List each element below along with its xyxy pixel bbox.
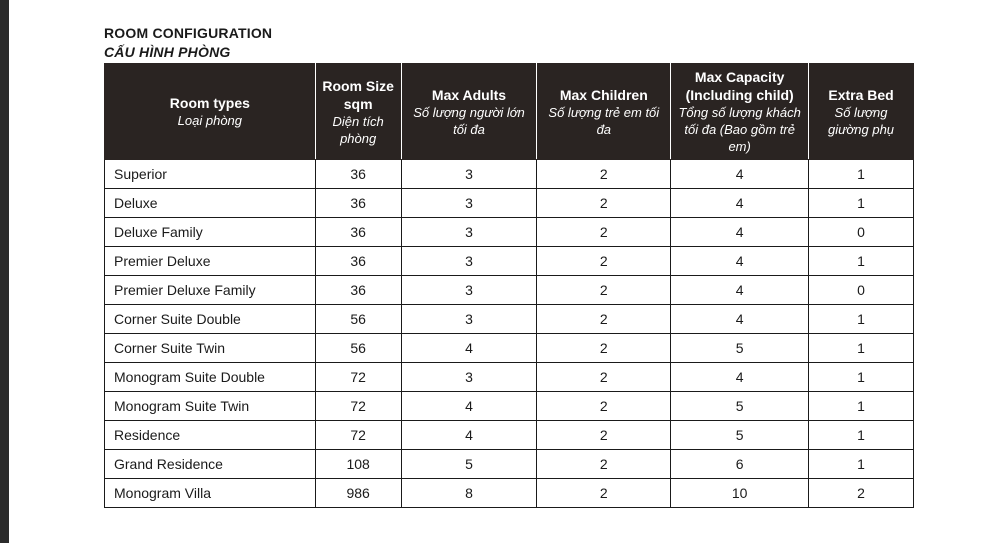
cell-room-type: Superior — [105, 160, 316, 189]
column-header-sublabel: Loại phòng — [177, 113, 243, 128]
cell-max-children: 2 — [537, 421, 671, 450]
cell-max-children: 2 — [537, 247, 671, 276]
page-footer-mark — [850, 537, 914, 543]
cell-extra-bed: 1 — [809, 160, 914, 189]
cell-max-adults: 3 — [401, 218, 537, 247]
cell-max-capacity: 5 — [671, 421, 809, 450]
cell-max-children: 2 — [537, 189, 671, 218]
table-row — [105, 479, 914, 508]
cell-max-adults: 3 — [401, 189, 537, 218]
column-header-max-children — [537, 64, 671, 160]
table-row — [105, 421, 914, 450]
cell-max-adults: 4 — [401, 392, 537, 421]
column-header-sublabel: Tổng số lượng khách tối đa (Bao gồm trẻ em) — [678, 105, 801, 154]
cell-extra-bed: 1 — [809, 450, 914, 479]
cell-max-adults: 8 — [401, 479, 537, 508]
cell-room-size: 72 — [315, 363, 401, 392]
column-header-label: Room Size sqm — [322, 77, 394, 112]
table-row — [105, 218, 914, 247]
cell-max-capacity: 4 — [671, 276, 809, 305]
column-header-label: Max Adults — [431, 86, 507, 103]
cell-extra-bed: 1 — [809, 334, 914, 363]
table-row — [105, 392, 914, 421]
table-row — [105, 363, 914, 392]
column-header-sublabel: Số lượng giường phụ — [828, 104, 895, 137]
cell-extra-bed: 0 — [809, 276, 914, 305]
cell-max-children: 2 — [537, 276, 671, 305]
cell-max-capacity: 10 — [671, 479, 809, 508]
cell-max-capacity: 6 — [671, 450, 809, 479]
column-header-max-capacity — [671, 64, 809, 160]
cell-extra-bed: 1 — [809, 392, 914, 421]
cell-extra-bed: 1 — [809, 363, 914, 392]
cell-room-type: Monogram Villa — [105, 479, 316, 508]
cell-max-capacity: 5 — [671, 334, 809, 363]
table-row — [105, 160, 914, 189]
column-header-sublabel: Số lượng trẻ em tối đa — [548, 104, 660, 137]
cell-max-adults: 3 — [401, 160, 537, 189]
table-header-row — [105, 64, 914, 160]
column-header-room-types — [105, 64, 316, 160]
cell-room-type: Premier Deluxe Family — [105, 276, 316, 305]
table-row — [105, 305, 914, 334]
cell-max-adults: 5 — [401, 450, 537, 479]
cell-room-size: 72 — [315, 392, 401, 421]
cell-room-type: Corner Suite Double — [105, 305, 316, 334]
cell-max-children: 2 — [537, 218, 671, 247]
column-header-sublabel: Số lượng người lớn tối đa — [413, 104, 525, 137]
table-row — [105, 334, 914, 363]
section-title: ROOM CONFIGURATION — [104, 25, 273, 41]
cell-max-capacity: 5 — [671, 392, 809, 421]
cell-extra-bed: 1 — [809, 247, 914, 276]
cell-room-type: Deluxe Family — [105, 218, 316, 247]
table-row — [105, 247, 914, 276]
cell-room-size: 108 — [315, 450, 401, 479]
cell-room-size: 36 — [315, 218, 401, 247]
column-header-label: Extra Bed — [828, 86, 894, 103]
cell-extra-bed: 1 — [809, 305, 914, 334]
cell-max-children: 2 — [537, 479, 671, 508]
table-row — [105, 276, 914, 305]
cell-room-size: 72 — [315, 421, 401, 450]
table-row — [105, 189, 914, 218]
column-header-label: Max Children — [559, 86, 648, 103]
cell-max-adults: 3 — [401, 363, 537, 392]
cell-max-capacity: 4 — [671, 305, 809, 334]
cell-max-adults: 3 — [401, 305, 537, 334]
table-row — [105, 450, 914, 479]
cell-room-type: Monogram Suite Twin — [105, 392, 316, 421]
cell-room-size: 36 — [315, 189, 401, 218]
cell-max-adults: 4 — [401, 421, 537, 450]
cell-room-type: Residence — [105, 421, 316, 450]
viewer-left-edge — [0, 0, 9, 543]
cell-max-adults: 3 — [401, 247, 537, 276]
column-header-room-size — [315, 64, 401, 160]
column-header-max-adults — [401, 64, 537, 160]
cell-room-type: Corner Suite Twin — [105, 334, 316, 363]
cell-max-adults: 3 — [401, 276, 537, 305]
cell-max-capacity: 4 — [671, 189, 809, 218]
cell-max-capacity: 4 — [671, 247, 809, 276]
cell-room-size: 36 — [315, 276, 401, 305]
column-header-sublabel: Diện tích phòng — [332, 113, 384, 146]
cell-max-children: 2 — [537, 160, 671, 189]
cell-room-type: Monogram Suite Double — [105, 363, 316, 392]
cell-room-type: Grand Residence — [105, 450, 316, 479]
section-subtitle: CẤU HÌNH PHÒNG — [104, 44, 231, 60]
cell-extra-bed: 1 — [809, 189, 914, 218]
cell-max-adults: 4 — [401, 334, 537, 363]
column-header-extra-bed — [809, 64, 914, 160]
cell-room-size: 56 — [315, 305, 401, 334]
cell-max-children: 2 — [537, 450, 671, 479]
cell-room-size: 36 — [315, 247, 401, 276]
column-header-label: Room types — [169, 95, 250, 111]
cell-max-capacity: 4 — [671, 218, 809, 247]
cell-extra-bed: 0 — [809, 218, 914, 247]
column-header-label: Max Capacity (Including child) — [685, 69, 794, 103]
cell-max-capacity: 4 — [671, 160, 809, 189]
cell-max-children: 2 — [537, 305, 671, 334]
cell-room-size: 986 — [315, 479, 401, 508]
cell-extra-bed: 1 — [809, 421, 914, 450]
cell-room-type: Deluxe — [105, 189, 316, 218]
cell-extra-bed: 2 — [809, 479, 914, 508]
cell-max-children: 2 — [537, 334, 671, 363]
cell-max-children: 2 — [537, 363, 671, 392]
cell-max-children: 2 — [537, 392, 671, 421]
cell-max-capacity: 4 — [671, 363, 809, 392]
cell-room-size: 56 — [315, 334, 401, 363]
cell-room-size: 36 — [315, 160, 401, 189]
room-configuration-table — [104, 63, 914, 508]
cell-room-type: Premier Deluxe — [105, 247, 316, 276]
